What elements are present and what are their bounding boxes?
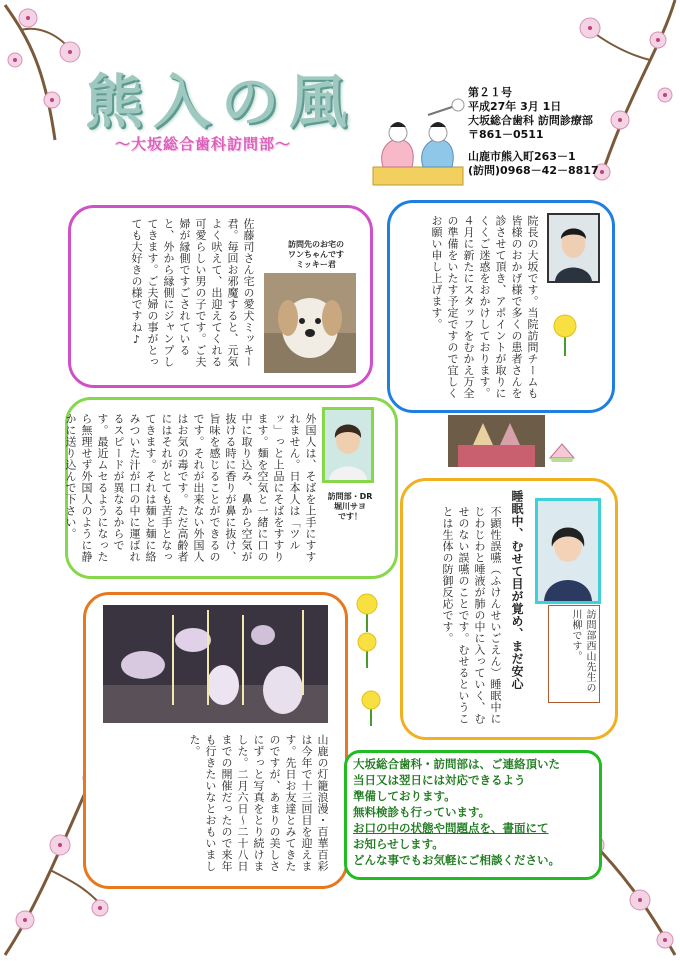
lantern-photo	[103, 605, 328, 723]
senryu-heading: 睡眠中、むせて目が覚め、まだ安心	[510, 490, 524, 690]
notice-line: どんな事でもお気軽にご相談ください。	[353, 853, 560, 867]
lantern-article-text: 山鹿の灯籠浪漫・百華百彩は今年で十三回目を迎えます。先日お友達とみてきたのですが、あまりの美しさにずっと写真をとり続けました。二月六日～二十八日までの開催だったので来年も行きたいなとおもいました。	[188, 734, 329, 872]
caption-line: 訪問部・DR	[327, 492, 373, 501]
issue-date: 平成27年 3月 1日	[468, 100, 562, 113]
dog-photo-caption	[281, 240, 351, 270]
notice-line: 大坂総合歯科・訪問部は、ご連絡頂いた	[353, 757, 560, 771]
caption-line: 堀川サヨ	[334, 502, 366, 511]
dog-article-text: 佐藤司さん宅の愛犬ミッキー君。毎回お邪魔すると、元気よく吠えて、出迎えてくれる可愛らしい男の子です。ご夫婦が縁側ですごされていると、外から縁側にジャンプしてきます。ご夫婦の事がとっても大好きの様ですね♪	[130, 218, 255, 368]
issue-info	[468, 86, 599, 178]
notice-line: お知らせします。	[353, 837, 444, 851]
newsletter-title: 熊入の風	[85, 68, 358, 136]
notice-line: お口の中の状態や問題点を、書面にて	[353, 821, 549, 835]
senryu-article-text: 不顕性誤嚥（ふけんせいごえん）睡眠中にじわじわと唾液が肺の中に入っていく、むせのない誤嚥のことです。むせるということは生体の防御反応です。	[441, 506, 502, 725]
postal-code: 〒861－0511	[468, 128, 544, 141]
director-photo	[547, 213, 600, 283]
caption-line: 訪問先のお宅の	[288, 240, 344, 249]
rice-cake-icon	[548, 440, 576, 464]
issue-number: 第２１号	[468, 86, 512, 99]
caption-line: ワンちゃんです	[288, 250, 344, 259]
dandelion-icon	[354, 632, 380, 668]
nishiyama-photo	[535, 498, 601, 604]
dr-article-text: 外国人は、そばを上手にすすれません。日本人は「ツルッ」っと上品にそばをすすります。麺を空気と一緒に口の中に取り込み、鼻から空気が抜ける時に香りが鼻に抜け、旨味を感じることができるのです。それが出来ない外国人はお気の毒です。ただ高齢者にはそれがとても苦手となってきます。それは麺と麺に絡みついた汁が口の中に運ばれるスピードが異なるからです。最近ムセるようになったら無理せず外国人のように静かに送り込んで下さい。	[64, 413, 317, 563]
address: 山鹿市熊入町263－1	[468, 150, 576, 163]
dandelion-icon	[548, 312, 582, 357]
senryu-photo-caption: 訪問部西山先生の川柳です。	[548, 605, 600, 703]
notice-line: 無料検診も行っています。	[353, 805, 491, 819]
dandelion-icon	[358, 690, 384, 726]
hina-photo	[448, 415, 545, 467]
notice-line: 当日又は翌日には対応できるよう	[353, 773, 526, 787]
newsletter-subtitle: ～大坂総合歯科訪問部～	[115, 135, 292, 153]
notice-text	[353, 756, 560, 868]
clinic-name: 大坂総合歯科 訪問診療部	[468, 114, 593, 127]
notice-line: 準備しております。	[353, 789, 456, 803]
dandelion-icon	[352, 592, 382, 632]
phone-number: (訪問)0968－42－8817	[468, 164, 599, 177]
director-article-text: 院長の大坂です。当院訪問チームも皆様のおかげ様で多くの患者さんを診させて頂き、アポイントが取りにくくご迷惑をおかけしております。４月に新たにスタッフをむかえ万全の準備をいたす予定ですので宜しくお願い申し上げます。	[430, 215, 539, 399]
dr-photo-caption	[322, 492, 378, 522]
caption-line: ミッキー君	[296, 260, 336, 269]
dr-photo	[322, 407, 374, 483]
caption-line: です！	[338, 512, 362, 521]
hina-doll-illustration	[368, 95, 468, 190]
dog-photo	[264, 273, 356, 373]
